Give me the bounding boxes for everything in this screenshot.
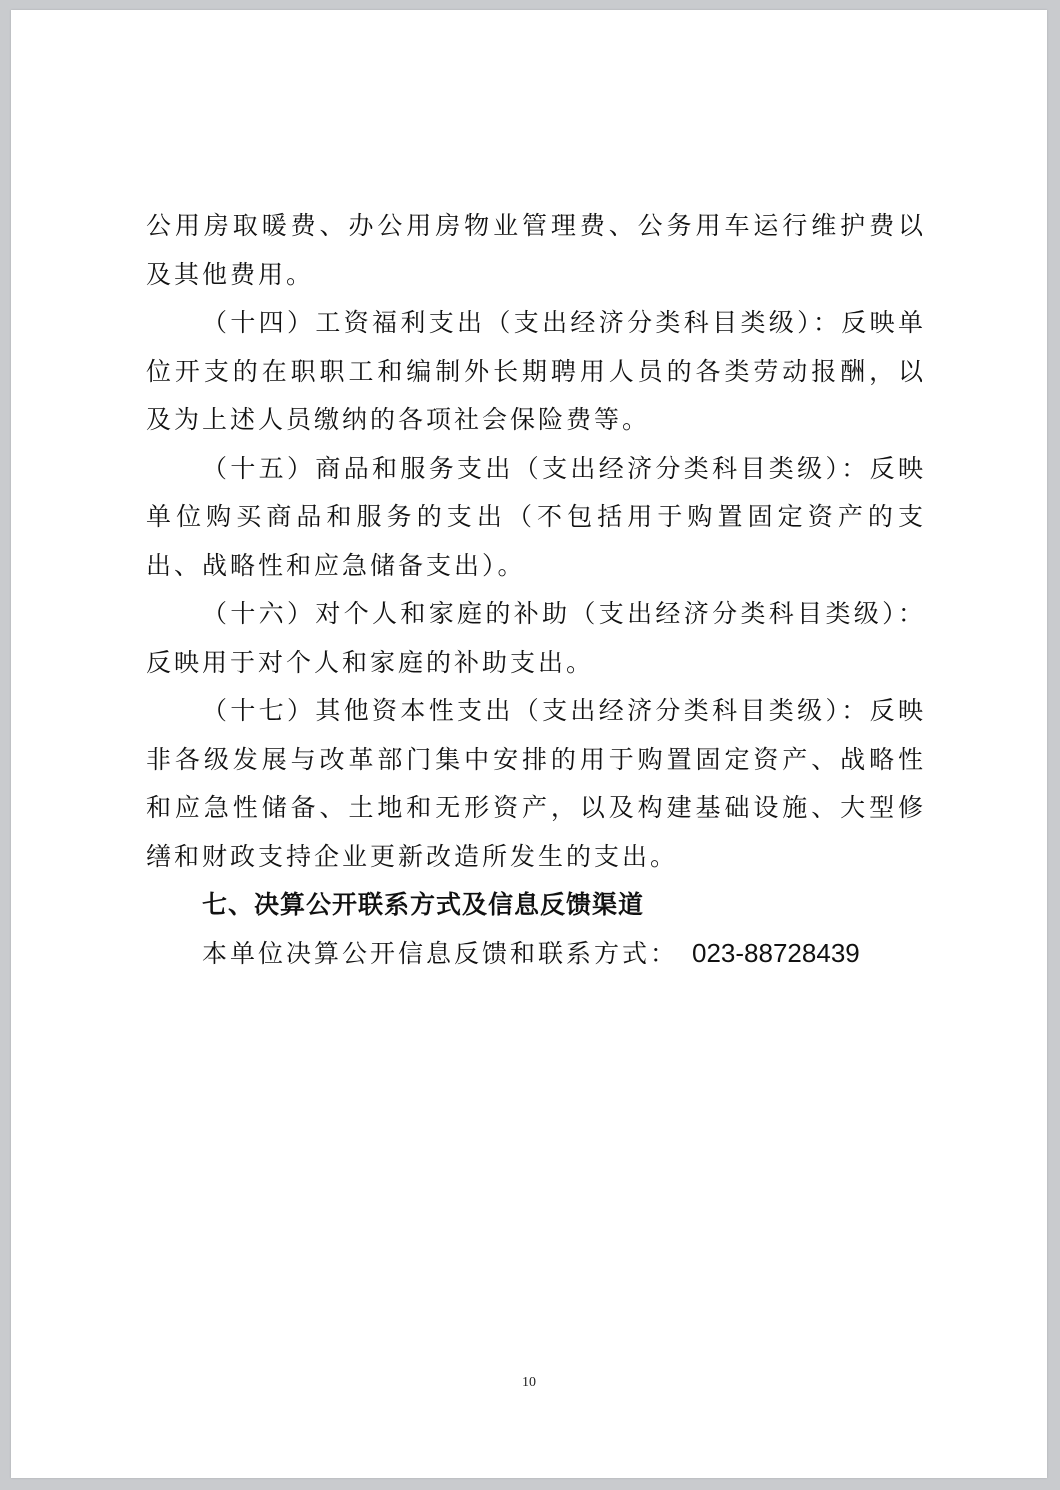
paragraph-continued: 公用房取暖费、办公用房物业管理费、公务用车运行维护费以及其他费用。	[146, 211, 926, 289]
document-page	[11, 10, 1047, 1478]
contact-phone: 023-88728439	[692, 938, 860, 968]
contact-label: 本单位决算公开信息反馈和联系方式：	[202, 939, 679, 968]
page-number: 10	[522, 1375, 536, 1390]
section-heading: 七、决算公开联系方式及信息反馈渠道	[202, 890, 645, 919]
paragraph-household-subsidy: （十六）对个人和家庭的补助（支出经济分类科目类级）：反映用于对个人和家庭的补助支出。	[146, 599, 926, 677]
page-content	[146, 202, 926, 979]
paragraph-goods-services: （十五）商品和服务支出（支出经济分类科目类级）：反映单位购买商品和服务的支出（不包括用于购置固定资产的支出、战略性和应急储备支出）。	[146, 453, 926, 580]
paragraph-wage-welfare: （十四）工资福利支出（支出经济分类科目类级）：反映单位开支的在职职工和编制外长期聘用人员的各类劳动报酬，以及为上述人员缴纳的各项社会保险费等。	[146, 308, 926, 434]
contact-line	[146, 929, 926, 979]
paragraph-other-capital: （十七）其他资本性支出（支出经济分类科目类级）：反映非各级发展与改革部门集中安排的用于购置固定资产、战略性和应急性储备、土地和无形资产，以及构建基础设施、大型修缮和财政支持企业更新改造所发生的支出。	[146, 696, 926, 871]
